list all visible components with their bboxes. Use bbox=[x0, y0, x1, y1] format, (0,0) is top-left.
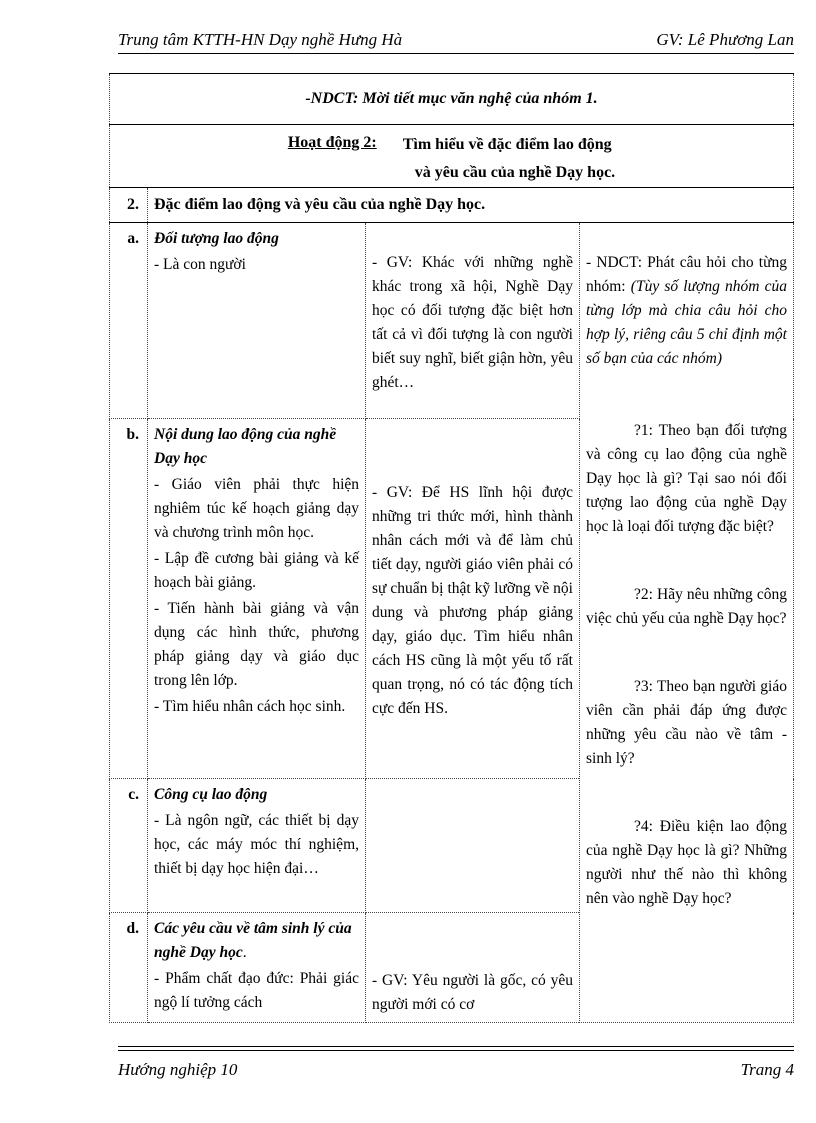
row-c-gv bbox=[366, 779, 580, 913]
row-a-title: Đối tượng lao động bbox=[154, 230, 279, 247]
header-left: Trung tâm KTTH-HN Dạy nghề Hưng Hà bbox=[118, 30, 403, 49]
row-d-text: - Phẩm chất đạo đức: Phải giác ngộ lí tưởng cách bbox=[154, 970, 359, 1011]
row-b-gv-text: - GV: Để HS lĩnh hội được những tri thức mới, hình thành nhân cách mới và để làm chủ tiết dạy, người giáo viên phải có sự chuẩn bị thật kỹ lưỡng về nội dung và phương pháp giảng dạy, giáo dục. Tìm hiểu nhân cách HS cũng là một yếu tố rất quan trọng, nó có tác động tích cực đến HS. bbox=[372, 484, 573, 717]
row-a bbox=[110, 223, 794, 419]
row-d-gv bbox=[366, 913, 580, 1023]
activity-line2: và yêu cầu của nghề Dạy học. bbox=[414, 164, 616, 181]
row-b-gv bbox=[366, 419, 580, 779]
row-b-text-4: - Tìm hiểu nhân cách học sinh. bbox=[154, 698, 346, 715]
row-d-content bbox=[148, 913, 366, 1023]
footer-left: Hướng nghiệp 10 bbox=[118, 1060, 238, 1079]
row-b-letter: b. bbox=[110, 419, 148, 779]
row-a-text: - Là con người bbox=[154, 256, 246, 273]
activity-line1: Tìm hiểu về đặc điểm lao động bbox=[402, 136, 612, 153]
activity-cell bbox=[110, 125, 794, 188]
activity-label: Hoạt động 2: bbox=[287, 134, 377, 151]
footer-rule bbox=[118, 1046, 794, 1051]
row-c-title: Công cụ lao động bbox=[154, 786, 268, 803]
row-b-text-2: - Lập đề cương bài giảng và kế hoạch bài giảng. bbox=[154, 550, 359, 591]
page-header bbox=[118, 24, 794, 54]
question-4: ?4: Điều kiện lao động của nghề Dạy học là gì? Những người như thế nào thì không nên vào nghề Dạy học? bbox=[586, 818, 787, 907]
row-a-gv bbox=[366, 223, 580, 419]
row-a-content bbox=[148, 223, 366, 419]
row-a-letter: a. bbox=[110, 223, 148, 419]
footer-right: Trang 4 bbox=[740, 1060, 794, 1079]
lesson-table bbox=[109, 73, 794, 1023]
questions-cell bbox=[580, 223, 794, 1023]
page-footer bbox=[118, 1060, 794, 1080]
row-d-gv-text: - GV: Yêu người là gốc, có yêu người mới có cơ bbox=[372, 972, 573, 1013]
activity-row bbox=[110, 125, 794, 188]
title-cell: -NDCT: Mời tiết mục văn nghệ của nhóm 1. bbox=[110, 74, 794, 125]
header-right: GV: Lê Phương Lan bbox=[656, 30, 794, 49]
row-b-text-1: - Giáo viên phải thực hiện nghiêm túc kế hoạch giảng dạy và chương trình môn học. bbox=[154, 476, 359, 541]
title-row bbox=[110, 74, 794, 125]
row-c-letter: c. bbox=[110, 779, 148, 913]
questions-intro-note: (Tùy số lượng nhóm của từng lớp mà chia câu hỏi cho hợp lý, riêng câu 5 chỉ định một số bạn của các nhóm) bbox=[586, 278, 787, 367]
row-a-gv-text: - GV: Khác với những nghề khác trong xã hội, Nghề Dạy học có đối tượng đặc biệt hơn tất cả vì đối tượng là con người biết suy nghĩ, biết giận hờn, yêu ghét… bbox=[372, 254, 573, 391]
row-c-content bbox=[148, 779, 366, 913]
row-c-text: - Là ngôn ngữ, các thiết bị dạy học, các máy móc thí nghiệm, thiết bị dạy học hiện đại… bbox=[154, 812, 359, 877]
question-2: ?2: Hãy nêu những công việc chủ yếu của nghề Dạy học? bbox=[586, 586, 787, 627]
question-1: ?1: Theo bạn đối tượng và công cụ lao động của nghề Dạy học là gì? Tại sao nói đối tượng lao động của nghề Dạy học là loại đối tượng đặc biệt? bbox=[586, 422, 787, 535]
row-b-title: Nội dung lao động của nghề Dạy học bbox=[154, 426, 337, 467]
row-d-letter: d. bbox=[110, 913, 148, 1023]
section-title: Đặc điểm lao động và yêu cầu của nghề Dạy học. bbox=[148, 188, 794, 223]
section-row bbox=[110, 188, 794, 223]
question-3: ?3: Theo bạn người giáo viên cần phải đáp ứng được những yêu cầu nào về tâm - sinh lý? bbox=[586, 678, 787, 767]
section-number: 2. bbox=[110, 188, 148, 223]
row-d-title: Các yêu cầu về tâm sinh lý của nghề Dạy học. bbox=[154, 920, 352, 961]
row-b-content bbox=[148, 419, 366, 779]
row-b-text-3: - Tiến hành bài giảng và vận dụng các hình thức, phương pháp giảng dạy và giáo dục trong lên lớp. bbox=[154, 600, 359, 689]
questions-intro: - NDCT: Phát câu hỏi cho từng nhóm: (Tùy số lượng nhóm của từng lớp mà chia câu hỏi cho hợp lý, riêng câu 5 chỉ định một số bạn của các nhóm) bbox=[586, 254, 787, 367]
